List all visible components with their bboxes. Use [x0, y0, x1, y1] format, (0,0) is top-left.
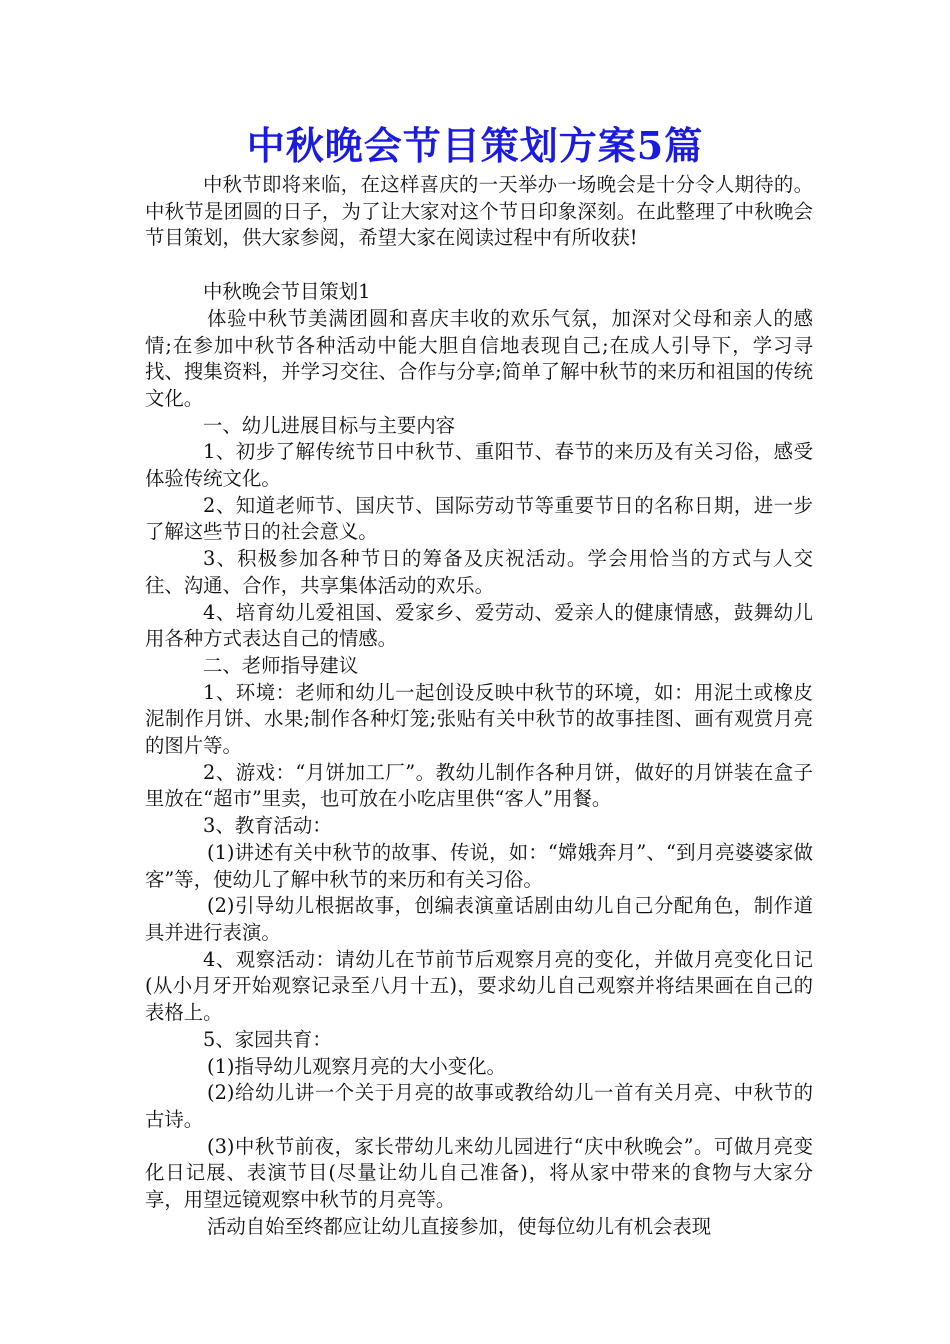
- document-body: [145, 172, 813, 1240]
- list-item: 1、环境：老师和幼儿一起创设反映中秋节的环境，如：用泥土或橡皮泥制作月饼、水果;制作各种灯笼;张贴有关中秋节的故事挂图、画有观赏月亮的图片等。: [145, 680, 813, 758]
- section-heading: 中秋晚会节目策划1: [203, 280, 371, 304]
- list-item: 1、初步了解传统节日中秋节、重阳节、春节的来历及有关习俗，感受体验传统文化。: [145, 440, 813, 491]
- list-item: 4、观察活动：请幼儿在节前节后观察月亮的变化，并做月亮变化日记(从小月牙开始观察记录至八月十五)，要求幼儿自己观察并将结果画在自己的表格上。: [145, 947, 813, 1025]
- body-paragraph: 体验中秋节美满团圆和喜庆丰收的欢乐气氛，加深对父母和亲人的感情;在参加中秋节各种活动中能大胆自信地表现自己;在成人引导下，学习寻找、搜集资料，并学习交往、合作与分享;简单了解中秋节的来历和祖国的传统文化。: [145, 306, 813, 410]
- subsection-heading: 一、幼儿进展目标与主要内容: [203, 413, 456, 437]
- sub-list-item: (1)指导幼儿观察月亮的大小变化。: [207, 1054, 506, 1078]
- sub-list-item: (2)给幼儿讲一个关于月亮的故事或教给幼儿一首有关月亮、中秋节的古诗。: [145, 1081, 813, 1131]
- body-paragraph: 活动自始至终都应让幼儿直接参加，使每位幼儿有机会表现: [207, 1214, 712, 1238]
- sub-list-item: (2)引导幼儿根据故事，创编表演童话剧由幼儿自己分配角色，制作道具并进行表演。: [145, 894, 813, 944]
- subsection-heading: 二、老师指导建议: [203, 653, 359, 677]
- list-item: 4、培育幼儿爱祖国、爱家乡、爱劳动、爱亲人的健康情感，鼓舞幼儿用各种方式表达自己的情感。: [145, 600, 813, 651]
- list-item: 3、积极参加各种节日的筹备及庆祝活动。学会用恰当的方式与人交往、沟通、合作，共享集体活动的欢乐。: [145, 547, 813, 597]
- list-item: 3、教育活动：: [203, 814, 332, 838]
- sub-list-item: (3)中秋节前夜，家长带幼儿来幼儿园进行“庆中秋晚会”。可做月亮变化日记展、表演节目(尽量让幼儿自己准备)，将从家中带来的食物与大家分享，用望远镜观察中秋节的月亮等。: [145, 1134, 813, 1212]
- paragraph-gap: [145, 252, 813, 279]
- intro-paragraph: 中秋节即将来临，在这样喜庆的一天举办一场晚会是十分令人期待的。中秋节是团圆的日子，为了让大家对这个节日印象深刻。在此整理了中秋晚会节目策划，供大家参阅，希望大家在阅读过程中有所收获!: [145, 173, 813, 250]
- list-item: 5、家园共育：: [203, 1027, 332, 1051]
- document-title: 中秋晚会节目策划方案5篇: [246, 123, 704, 168]
- list-item: 2、知道老师节、国庆节、国际劳动节等重要节日的名称日期，进一步了解这些节日的社会意义。: [145, 493, 813, 544]
- list-item: 2、游戏：“月饼加工厂”。教幼儿制作各种月饼，做好的月饼装在盒子里放在“超市”里卖，也可放在小吃店里供“客人”用餐。: [145, 760, 813, 811]
- sub-list-item: (1)讲述有关中秋节的故事、传说，如：“嫦娥奔月”、“到月亮婆婆家做客”等，使幼儿了解中秋节的来历和有关习俗。: [145, 840, 813, 891]
